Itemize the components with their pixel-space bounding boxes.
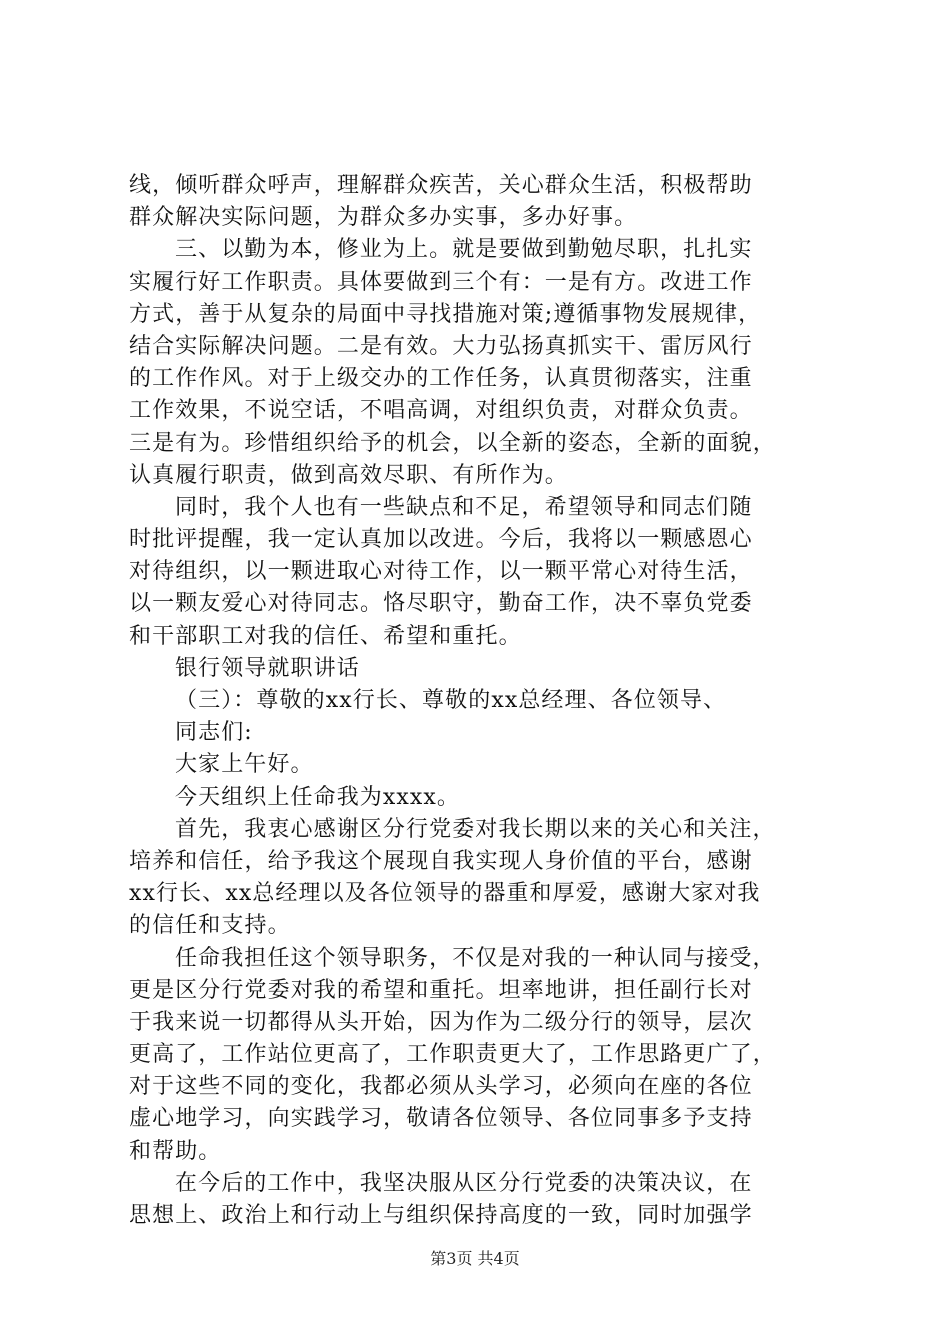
text-line: 线，倾听群众呼声，理解群众疾苦，关心群众生活，积极帮助 <box>129 173 753 198</box>
text-line: 对待组织，以一颗进取心对待工作，以一颗平常心对待生活， <box>129 559 753 585</box>
text-line: 大家上午好。 <box>175 752 314 778</box>
text-line: 更是区分行党委对我的希望和重托。坦率地讲，担任副行长对 <box>129 977 753 1003</box>
text-line: 以一颗友爱心对待同志。恪尽职守，勤奋工作，决不辜负党委 <box>129 591 753 617</box>
text-line: 群众解决实际问题，为群众多办实事，多办好事。 <box>129 205 638 231</box>
text-line: 和干部职工对我的信任、希望和重托。 <box>129 623 522 649</box>
text-line: 对于这些不同的变化，我都必须从头学习，必须向在座的各位 <box>129 1074 753 1100</box>
text-line: 更高了，工作站位更高了，工作职责更大了，工作思路更广了， <box>129 1042 776 1068</box>
text-line: 虚心地学习，向实践学习，敬请各位领导、各位同事多予支持 <box>129 1106 753 1132</box>
text-line: 三、以勤为本，修业为上。就是要做到勤勉尽职，扎扎实 <box>175 237 753 263</box>
text-line: 和帮助。 <box>129 1138 222 1164</box>
text-line: 于我来说一切都得从头开始，因为作为二级分行的领导，层次 <box>129 1009 753 1035</box>
text-line: 培养和信任，给予我这个展现自我实现人身价值的平台，感谢 <box>129 848 753 874</box>
text-line: 的信任和支持。 <box>129 913 291 939</box>
text-line: 同志们: <box>175 720 253 746</box>
text-line: 任命我担任这个领导职务，不仅是对我的一种认同与接受， <box>175 945 776 971</box>
text-line: 的工作作风。对于上级交办的工作任务，认真贯彻落实，注重 <box>129 366 753 392</box>
text-line: 工作效果，不说空话，不唱高调，对组织负责，对群众负责。 <box>129 398 753 424</box>
text-line: 方式，善于从复杂的局面中寻找措施对策;遵循事物发展规律， <box>129 301 762 327</box>
text-line: 今天组织上任命我为xxxx。 <box>175 784 461 810</box>
text-line: 三是有为。珍惜组织给予的机会，以全新的姿态，全新的面貌， <box>129 430 776 456</box>
document-body <box>129 170 829 1232</box>
text-line: 思想上、政治上和行动上与组织保持高度的一致，同时加强学 <box>129 1203 753 1228</box>
text-line: （三）：尊敬的xx行长、尊敬的xx总经理、各位领导、 <box>175 688 727 713</box>
text-line: 实履行好工作职责。具体要做到三个有：一是有方。改进工作 <box>129 269 753 295</box>
text-line: 结合实际解决问题。二是有效。大力弘扬真抓实干、雷厉风行 <box>129 333 753 359</box>
text-line: 同时，我个人也有一些缺点和不足，希望领导和同志们随 <box>175 494 753 520</box>
text-line: 认真履行职责，做到高效尽职、有所作为。 <box>129 462 568 488</box>
text-line: 在今后的工作中，我坚决服从区分行党委的决策决议，在 <box>175 1170 753 1196</box>
text-line: 银行领导就职讲话 <box>175 655 360 681</box>
text-line: xx行长、xx总经理以及各位领导的器重和厚爱，感谢大家对我 <box>129 881 761 907</box>
text-line: 首先，我衷心感谢区分行党委对我长期以来的关心和关注， <box>175 816 776 842</box>
text-line: 时批评提醒，我一定认真加以改进。今后，我将以一颗感恩心 <box>129 527 753 553</box>
page-footer: 第3页 共4页 <box>430 1249 520 1268</box>
